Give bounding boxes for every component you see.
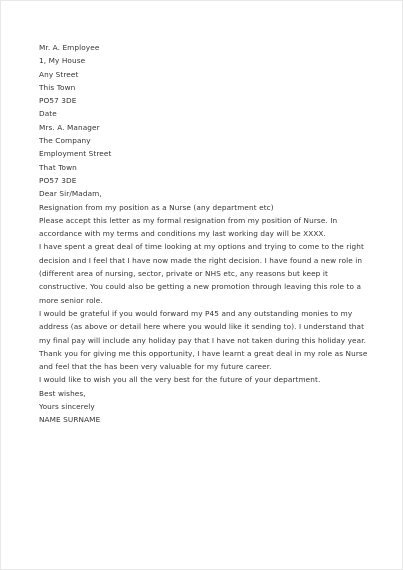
recipient-postcode: PO57 3DE [39, 175, 77, 185]
body-line: I have spent a great deal of time looking at my options and trying to come to the right [39, 242, 364, 252]
body-line: Thank you for giving me this opportunity, I have learnt a great deal in my role as Nurse [39, 348, 368, 358]
body-line: accordance with my terms and conditions my last working day will be XXXX. [39, 229, 326, 239]
sender-town: This Town [39, 82, 76, 92]
sender-address-line-2: Any Street [39, 69, 79, 79]
salutation: Dear Sir/Madam, [39, 189, 102, 199]
sender-address-line-1: 1, My House [39, 56, 86, 66]
subject-line: Resignation from my position as a Nurse (any department etc) [39, 202, 274, 212]
recipient-town: That Town [39, 162, 77, 172]
body-line: constructive. You could also be getting a new promotion through leaving this role to a [39, 282, 362, 292]
body-line: Please accept this letter as my formal resignation from my position of Nurse. In [39, 215, 338, 225]
body-line: my final pay will include any holiday pay that I have not taken during this holiday year. [39, 335, 367, 345]
recipient-street: Employment Street [39, 149, 112, 159]
body-line: address (as above or detail here where you would like it sending to). I understand that [39, 322, 365, 332]
resignation-letter [39, 41, 369, 427]
sender-postcode: PO57 3DE [39, 96, 77, 106]
body-line: decision and I feel that I have now made the right decision. I have found a new role in [39, 255, 363, 265]
sender-name: Mr. A. Employee [39, 43, 100, 52]
sign-off: Yours sincerely [39, 402, 95, 412]
closing-wishes: Best wishes, [39, 388, 86, 398]
recipient-company: The Company [39, 136, 91, 146]
letter-date: Date [39, 109, 57, 119]
body-line: more senior role. [39, 295, 103, 305]
signature-name: NAME SURNAME [39, 415, 101, 425]
body-line: I would be grateful if you would forward my P45 and any outstanding monies to my [39, 308, 353, 318]
body-line: and feel that the has been very valuable for my future career. [39, 362, 272, 372]
body-line: I would like to wish you all the very best for the future of your department. [39, 375, 321, 385]
recipient-name: Mrs. A. Manager [39, 122, 100, 132]
body-line: (different area of nursing, sector, private or NHS etc, any reasons but keep it [39, 269, 328, 279]
